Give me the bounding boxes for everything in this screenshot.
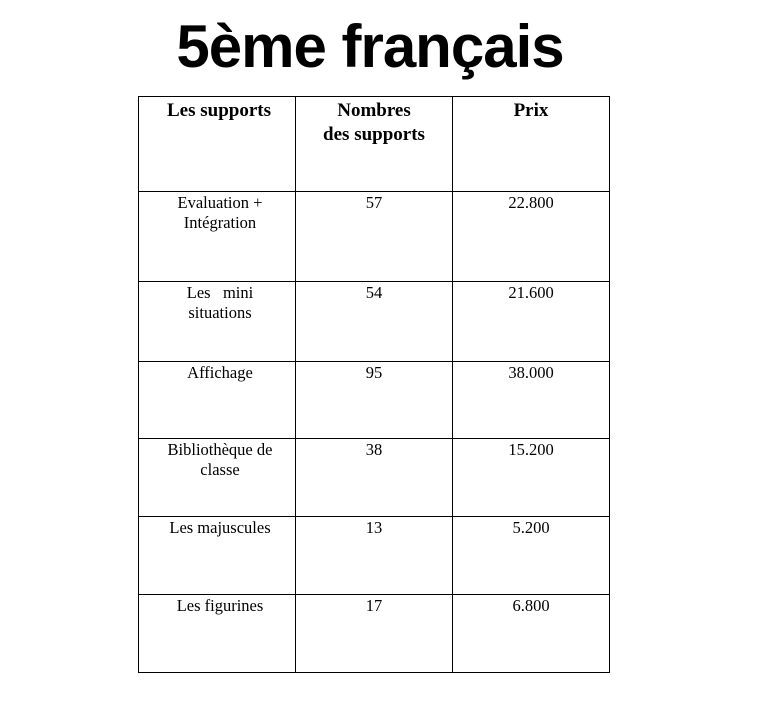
table-row (139, 517, 610, 595)
header-nombres-des-supports (296, 97, 453, 192)
support-label-line2: classe (200, 460, 240, 479)
table-row (139, 439, 610, 517)
support-cell (139, 192, 296, 282)
support-cell (139, 595, 296, 673)
header-les-supports: Les supports (139, 97, 296, 192)
prix-cell: 38.000 (453, 362, 610, 439)
prix-cell: 15.200 (453, 439, 610, 517)
prix-cell: 22.800 (453, 192, 610, 282)
support-label-line2: situations (188, 303, 252, 322)
support-cell (139, 362, 296, 439)
prix-cell: 21.600 (453, 282, 610, 362)
support-label-line1: Evaluation + (177, 193, 263, 212)
nombre-cell: 95 (296, 362, 453, 439)
nombre-cell: 54 (296, 282, 453, 362)
supports-price-table (138, 96, 610, 673)
support-label-line1: Les majuscules (169, 518, 271, 537)
support-label-line1: Affichage (187, 363, 253, 382)
nombre-cell: 38 (296, 439, 453, 517)
prix-cell: 5.200 (453, 517, 610, 595)
table-row (139, 595, 610, 673)
header-prix: Prix (453, 97, 610, 192)
table-row (139, 282, 610, 362)
table-row (139, 192, 610, 282)
support-cell (139, 282, 296, 362)
table-header-row (139, 97, 610, 192)
support-cell (139, 517, 296, 595)
table-row (139, 362, 610, 439)
header-nombres-line2: des supports (323, 124, 425, 145)
nombre-cell: 17 (296, 595, 453, 673)
page-title: 5ème français (176, 13, 564, 80)
support-label-line1: Les mini (186, 283, 254, 302)
header-nombres-line1: Nombres (337, 100, 411, 121)
support-label-line1: Les figurines (176, 596, 264, 615)
support-label-line2: Intégration (183, 213, 257, 232)
nombre-cell: 13 (296, 517, 453, 595)
support-cell (139, 439, 296, 517)
support-label-line1: Bibliothèque de (167, 440, 273, 459)
prix-cell: 6.800 (453, 595, 610, 673)
nombre-cell: 57 (296, 192, 453, 282)
